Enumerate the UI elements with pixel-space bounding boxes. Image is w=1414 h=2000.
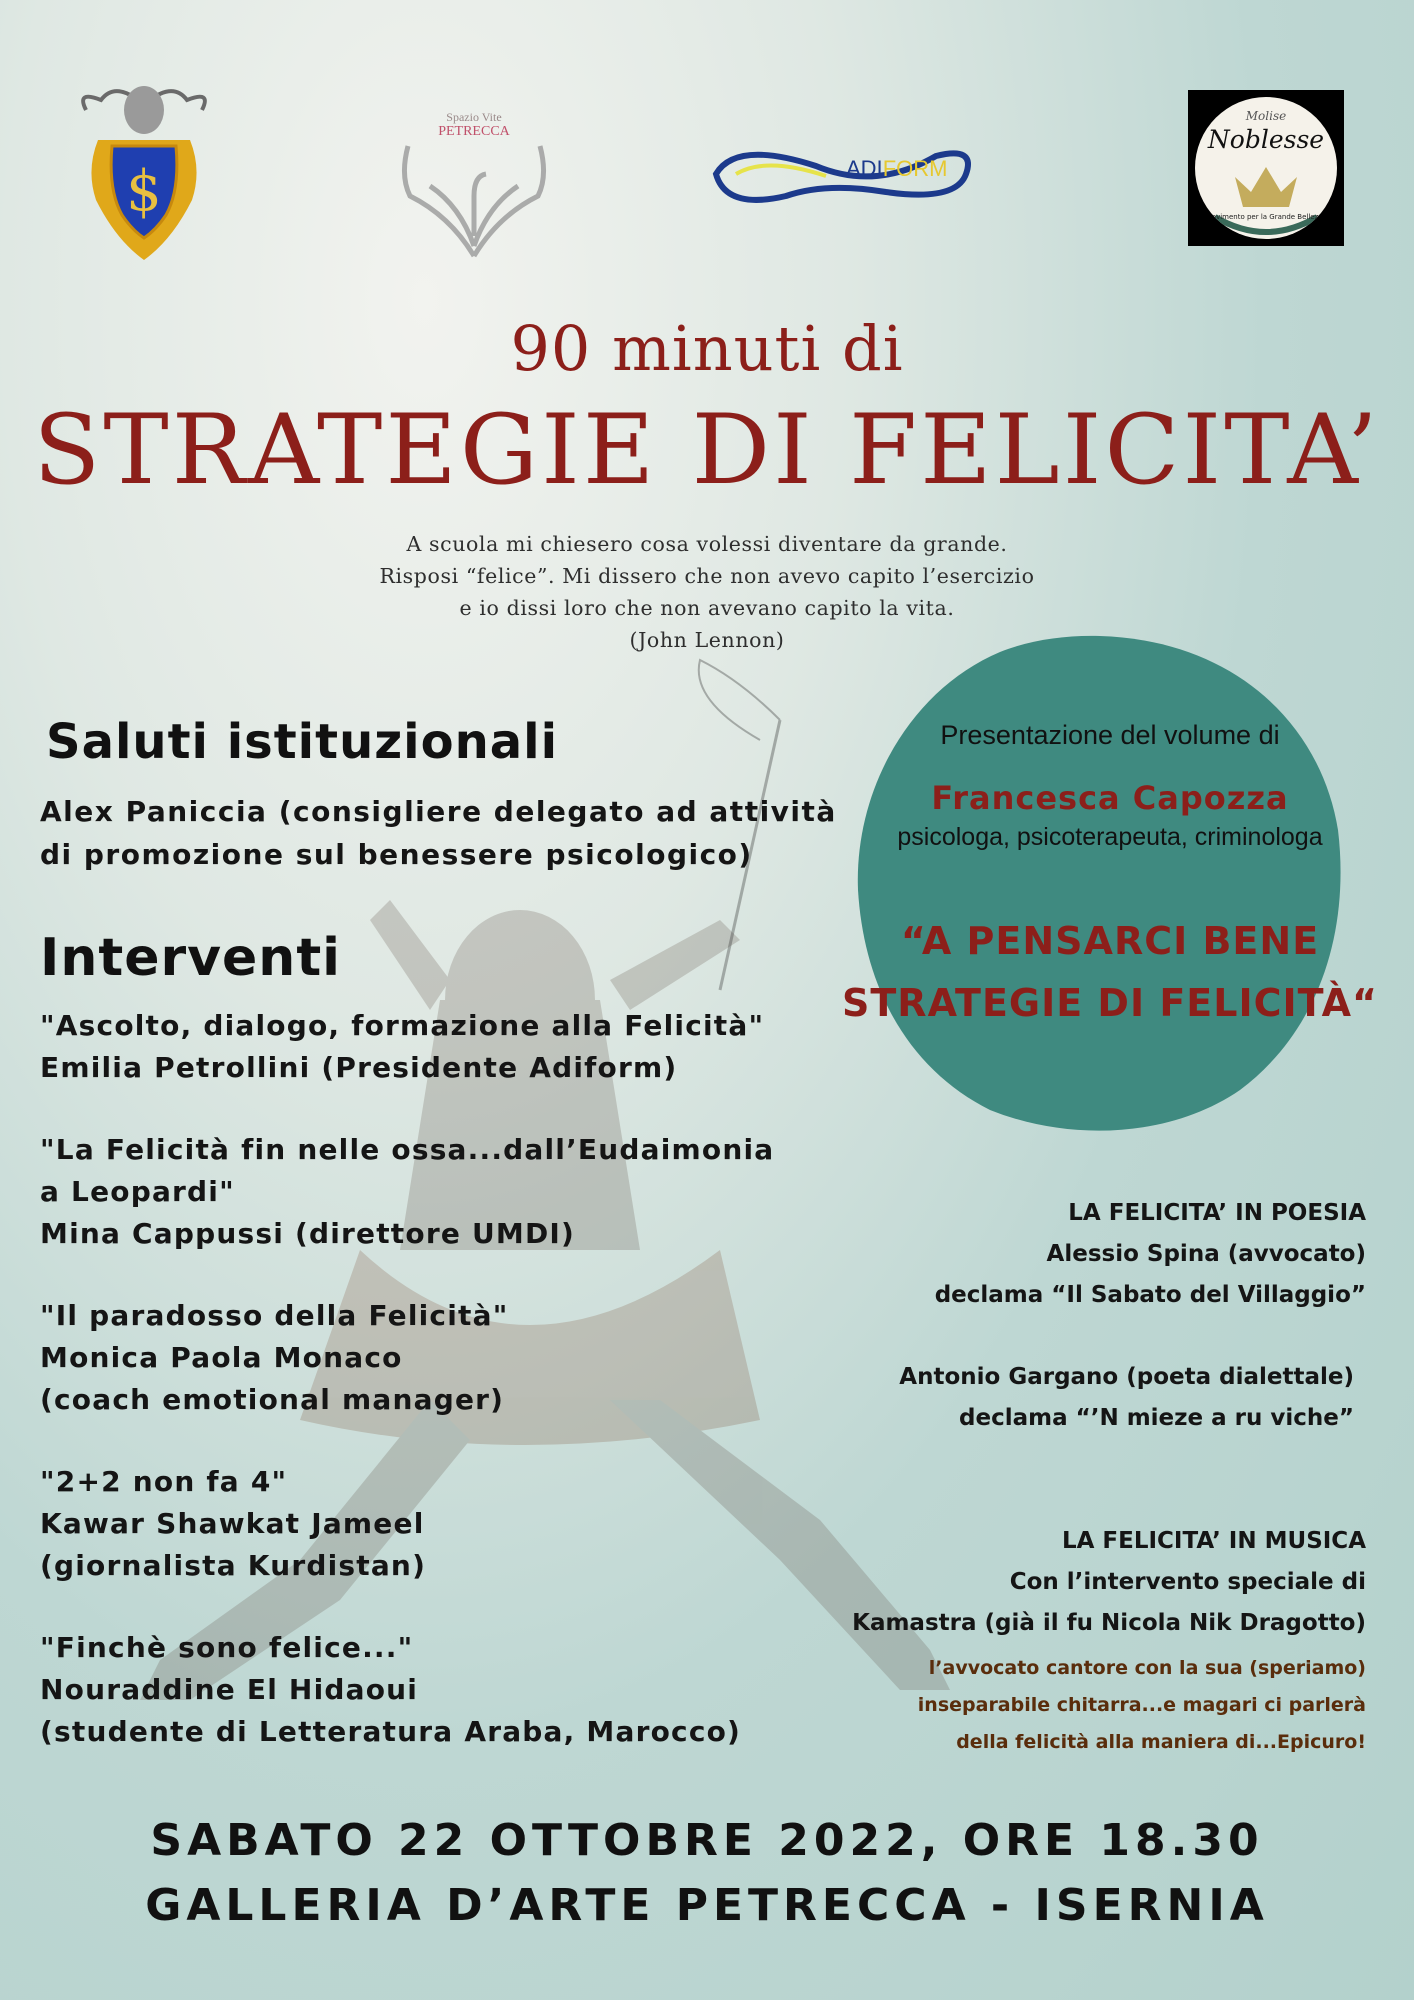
- musica-note-line: della felicità alla maniera di...Epicuro!: [956, 1731, 1366, 1753]
- musica-note-line: inseparabile chitarra...e magari ci parlerà: [917, 1694, 1366, 1716]
- quote-line: e io dissi loro che non avevano capito la vita.: [459, 596, 955, 620]
- talk-speaker: Emilia Petrollini (Presidente Adiform): [40, 1051, 678, 1084]
- gargano-block: [899, 1357, 1354, 1439]
- author-name: Francesca Capozza: [931, 779, 1289, 817]
- noblesse-logo-ring-text: Movimento per la Grande Bellezza: [1205, 213, 1327, 221]
- talk-item: [40, 1627, 840, 1753]
- presentation-intro: Presentazione del volume di: [940, 720, 1280, 750]
- talk-item: [40, 1461, 840, 1587]
- talk-title: "Ascolto, dialogo, formazione alla Felicità": [40, 1009, 765, 1042]
- coat-of-arms-icon: [76, 80, 212, 266]
- musica-block: [852, 1521, 1366, 1644]
- talk-item: [40, 1005, 840, 1089]
- petrecca-logo-top-text: Spazio Vite: [446, 110, 502, 124]
- musica-line: Con l’intervento speciale di: [1009, 1569, 1366, 1595]
- talk-title: a Leopardi": [40, 1175, 235, 1208]
- talks-list: [40, 1005, 840, 1793]
- quote-line: A scuola mi chiesero cosa volessi diventare da grande.: [406, 532, 1008, 556]
- petrecca-logo: [390, 96, 558, 266]
- presentation-block: [840, 720, 1380, 1034]
- talk-title: "Finchè sono felice...": [40, 1631, 414, 1664]
- event-venue: GALLERIA D’ARTE PETRECCA - ISERNIA: [145, 1880, 1269, 1931]
- talk-title: "Il paradosso della Felicità": [40, 1299, 509, 1332]
- adiform-logo-text-a: ADI: [846, 156, 883, 181]
- talk-speaker-role: (coach emotional manager): [40, 1383, 505, 1416]
- musica-heading: LA FELICITA’ IN MUSICA: [1061, 1528, 1366, 1554]
- saluti-line: di promozione sul benessere psicologico): [40, 838, 753, 871]
- poesia-block: [935, 1193, 1366, 1316]
- musica-note: [918, 1650, 1366, 1761]
- poesia-heading: LA FELICITA’ IN POESIA: [1068, 1200, 1366, 1226]
- noblesse-logo-top-text: Molise: [1245, 109, 1287, 123]
- adiform-logo-text: [846, 156, 947, 182]
- book-title-line: “A PENSARCI BENE: [900, 919, 1320, 963]
- subtitle: 90 minuti di: [510, 312, 904, 385]
- saluti-line: Alex Paniccia (consigliere delegato ad attività: [40, 795, 837, 828]
- talk-item: [40, 1129, 840, 1255]
- gargano-line: declama “’N mieze a ru viche”: [959, 1405, 1354, 1431]
- adiform-logo: [706, 136, 976, 212]
- quote-line: Risposi “felice”. Mi dissero che non avevo capito l’esercizio: [379, 564, 1035, 588]
- talk-title: "La Felicità fin nelle ossa...dall’Eudaimonia: [40, 1133, 775, 1166]
- talk-speaker: Kawar Shawkat Jameel: [40, 1507, 425, 1540]
- musica-line: Kamastra (già il fu Nicola Nik Dragotto): [852, 1610, 1366, 1636]
- page-title: STRATEGIE DI FELICITA’: [33, 394, 1381, 506]
- noblesse-logo-text: Noblesse: [1207, 125, 1325, 154]
- gargano-line: Antonio Gargano (poeta dialettale): [899, 1364, 1354, 1390]
- talk-title: "2+2 non fa 4": [40, 1465, 288, 1498]
- saluti-text: [40, 790, 837, 876]
- quote-author: (John Lennon): [629, 628, 785, 652]
- event-date: SABATO 22 OTTOBRE 2022, ORE 18.30: [150, 1815, 1264, 1866]
- talk-speaker: Nouraddine El Hidaoui: [40, 1673, 419, 1706]
- talk-speaker: Mina Cappussi (direttore UMDI): [40, 1217, 576, 1250]
- book-title: [840, 910, 1380, 1034]
- talk-speaker-role: (studente di Letteratura Araba, Marocco): [40, 1715, 742, 1748]
- poesia-line: Alessio Spina (avvocato): [1046, 1241, 1366, 1267]
- adiform-logo-text-b: FORM: [882, 156, 948, 181]
- poesia-line: declama “Il Sabato del Villaggio”: [934, 1282, 1366, 1308]
- talk-speaker: Monica Paola Monaco: [40, 1341, 403, 1374]
- musica-note-line: l’avvocato cantore con la sua (speriamo): [928, 1657, 1366, 1679]
- petrecca-logo-text: PETRECCA: [438, 124, 510, 139]
- interventi-heading: Interventi: [40, 928, 342, 988]
- talk-item: [40, 1295, 840, 1421]
- author-role: psicologa, psicoterapeuta, criminologa: [897, 823, 1323, 851]
- saluti-heading: Saluti istituzionali: [46, 714, 559, 770]
- coat-of-arms-logo: [76, 80, 212, 266]
- talk-speaker-role: (giornalista Kurdistan): [40, 1549, 427, 1582]
- svg-text:$: $: [126, 159, 162, 224]
- book-title-line: STRATEGIE DI FELICITÀ“: [842, 981, 1378, 1025]
- noblesse-logo: [1188, 90, 1344, 246]
